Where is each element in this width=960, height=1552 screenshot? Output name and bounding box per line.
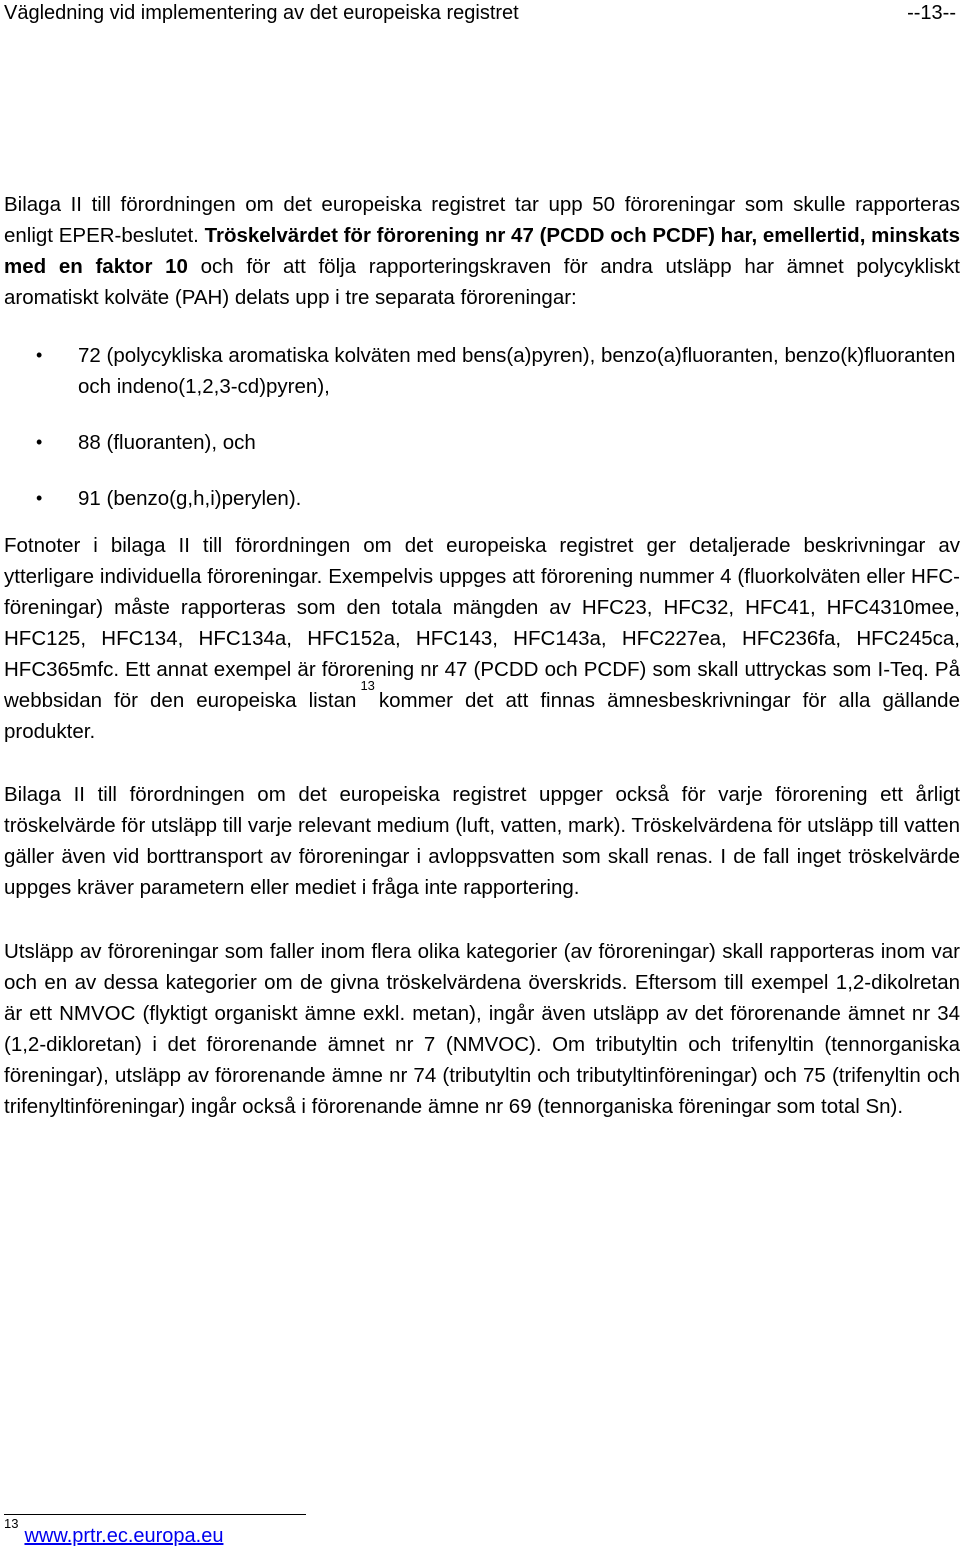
footnote-link[interactable]: www.prtr.ec.europa.eu [24,1525,224,1547]
document-title: Vägledning vid implementering av det europeiska registret [4,2,519,24]
paragraph-intro-text-2: och för att följa rapporteringskraven för andra utsläpp har ämnet polycykliskt aromatiskt kolväte (PAH) delats upp i tre separata föroreningar: [4,255,960,309]
list-item: • 72 (polycykliska aromatiska kolväten med bens(a)pyren), benzo(a)fluoranten, benzo(k)fluoranten och indeno(1,2,3-cd)pyren), [4,340,960,402]
list-item: • 91 (benzo(g,h,i)perylen). [4,483,960,514]
footnote-number: 13 [4,1516,19,1531]
paragraph-thresholds: Bilaga II till förordningen om det europeiska registret uppger också för varje förorening ett årligt tröskelvärde för utsläpp till varje relevant medium (luft, vatten, mark). Tröskelvärdena för utsläpp till vatten gäller även vid borttransport av föroreningar i avloppsvatten som skall renas. I de fall inget tröskelvärde uppges kräver parametern eller mediet i fråga inte rapportering. [4,783,960,899]
paragraph-categories: Utsläpp av föroreningar som faller inom flera olika kategorier (av föroreningar) skall rapporteras inom var och en av dessa kategorier om de givna tröskelvärdena överskrids. Eftersom till exempel 1,2-dikolretan är ett NMVOC (flyktigt organiskt ämne exkl. metan), ingår även utsläpp av det förorenande ämnet nr 34 (1,2-dikloretan) i det förorenande ämnet nr 7 (NMVOC). Om tributyltin och trifenyltin (tennorganiska föreningar), utsläpp av förorenande ämne nr 74 (tributyltin och tributyltinföreningar) och 75 (trifenyltin och trifenyltinföreningar) ingår också i förorenande ämne nr 69 (tennorganiska föreningar som total Sn). [4,940,960,1118]
paragraph-intro [4,189,960,313]
footnote-reference[interactable]: 13 [360,678,375,693]
page-header [4,0,956,26]
pollutant-list [4,340,960,514]
paragraph-intro-text-1: Bilaga II till förordningen om det europeiska registret tar upp 50 föroreningar som skulle rapporteras enligt EPER-beslutet. [4,193,960,247]
document-body [4,189,960,1122]
paragraph-intro-bold: Tröskelvärdet för förorening nr 47 (PCDD och PCDF) har, emellertid, minskats med en faktor 10 [4,224,960,278]
paragraph-footnotes [4,530,960,747]
list-item: • 88 (fluoranten), och [4,427,960,458]
paragraph-footnotes-text-2: kommer det att finnas ämnesbeskrivningar för alla gällande produkter. [4,689,960,743]
footnote-divider [4,1514,306,1515]
page-number: --13-- [907,2,956,24]
paragraph-footnotes-text-1: Fotnoter i bilaga II till förordningen om det europeiska registret ger detaljerade beskrivningar av ytterligare individuella föroreningar. Exempelvis uppges att förorening nummer 4 (fluorkolväten eller HFC-föreningar) måste rapporteras som den totala mängden av HFC23, HFC32, HFC41, HFC4310mee, HFC125, HFC134, HFC134a, HFC152a, HFC143, HFC143a, HFC227ea, HFC236fa, HFC245ca, HFC365mfc. Ett annat exempel är förorening nr 47 (PCDD och PCDF) som skall uttryckas som I-Teq. På webbsidan för den europeiska listan [4,534,960,712]
footnote [4,1516,224,1549]
